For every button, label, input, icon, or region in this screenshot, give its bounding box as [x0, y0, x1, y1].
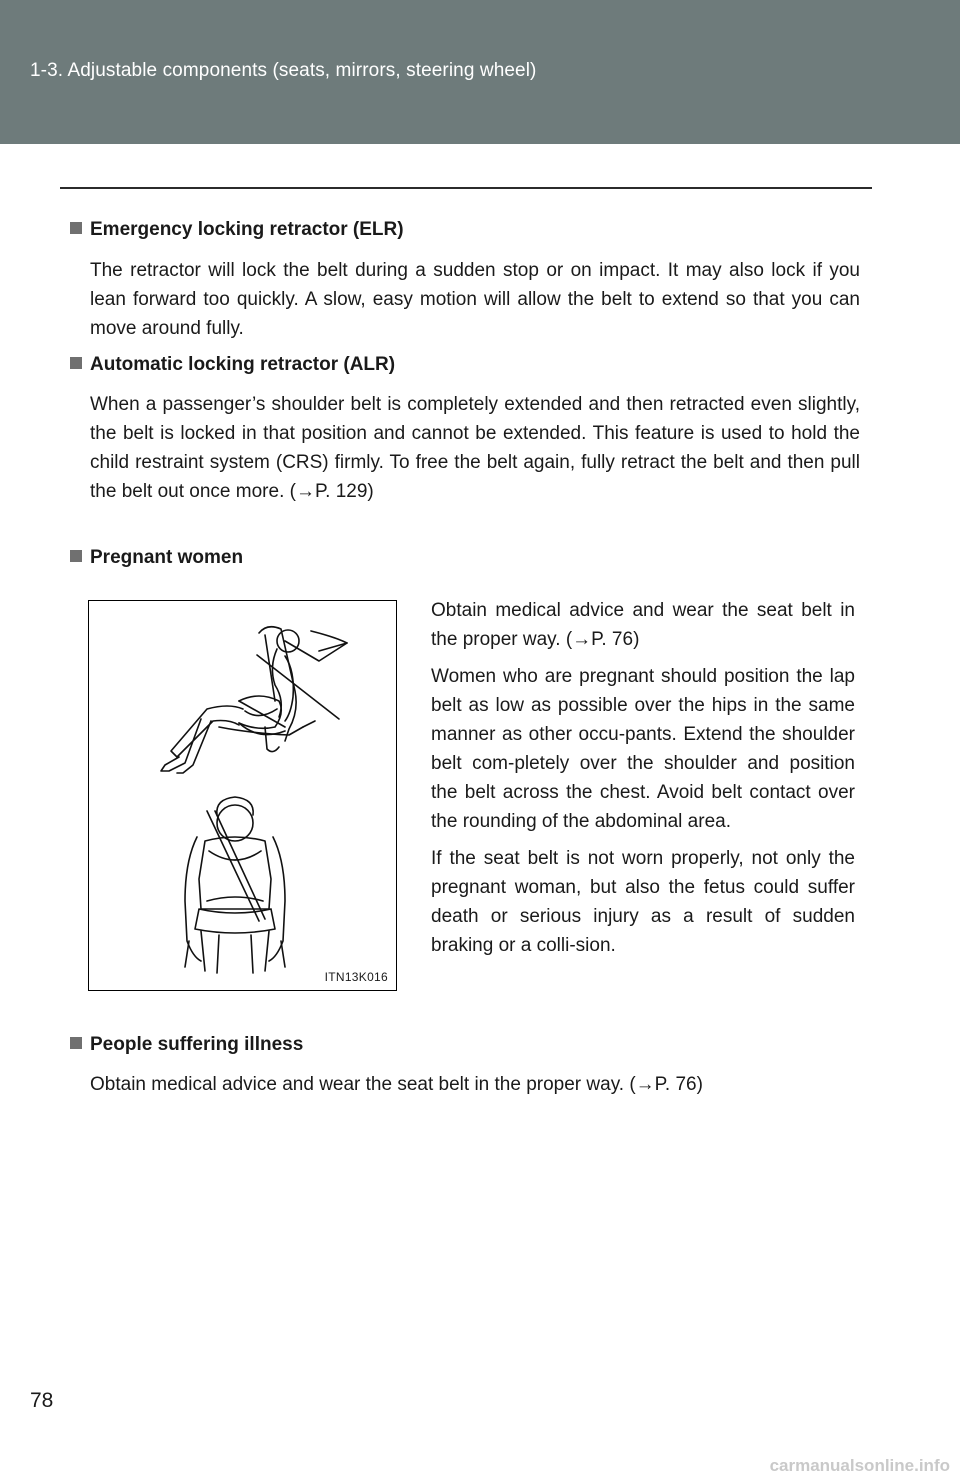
heading-pregnant: Pregnant women	[70, 546, 243, 570]
square-bullet-icon	[70, 222, 82, 234]
seated-woman-drawing	[89, 601, 395, 989]
square-bullet-icon	[70, 1037, 82, 1049]
paragraph-alr: When a passenger’s shoulder belt is completely extended and then retracted even slightly, the belt is locked in that position and cannot be extended. This feature is used to hold the child restraint system (CRS) firmly. To free the belt again, fully retract the belt and then pull the belt out once more. (→P. 129)	[90, 394, 860, 502]
pregnant-text-column	[431, 596, 855, 960]
heading-alr: Automatic locking retractor (ALR)	[70, 353, 395, 377]
page-header	[0, 0, 960, 144]
heading-illness: People suffering illness	[70, 1033, 303, 1057]
header-rule	[60, 187, 872, 189]
square-bullet-icon	[70, 357, 82, 369]
heading-elr: Emergency locking retractor (ELR)	[70, 218, 404, 242]
section-title: 1-3. Adjustable components (seats, mirrors, steering wheel)	[30, 60, 537, 81]
paragraph-pregnant-1: Obtain medical advice and wear the seat belt in the proper way. (→P. 76)	[431, 600, 855, 650]
side-view-figure	[161, 627, 347, 773]
paragraph-illness: Obtain medical advice and wear the seat belt in the proper way. (→P. 76)	[90, 1074, 703, 1095]
figure-code: ITN13K016	[324, 970, 388, 984]
paragraph-elr: The retractor will lock the belt during a sudden stop or on impact. It may also lock if you lean forward too quickly. A slow, easy motion will allow the belt to extend so that you can move around fully.	[90, 260, 860, 339]
paragraph-pregnant-2: Women who are pregnant should position the lap belt as low as possible over the hips in the same manner as other occu-pants. Extend the shoulder belt com-pletely over the shoulder and position the belt across the chest. Avoid belt contact over the rounding of the abdominal area.	[431, 666, 855, 832]
pregnant-seatbelt-illustration	[88, 600, 397, 991]
paragraph-pregnant-3: If the seat belt is not worn properly, not only the pregnant woman, but also the fetus could suffer death or serious injury as a result of sudden braking or a colli-sion.	[431, 848, 855, 956]
front-view-figure	[185, 797, 285, 973]
watermark: carmanualsonline.info	[769, 1456, 950, 1475]
page-number: 78	[30, 1389, 54, 1412]
square-bullet-icon	[70, 550, 82, 562]
